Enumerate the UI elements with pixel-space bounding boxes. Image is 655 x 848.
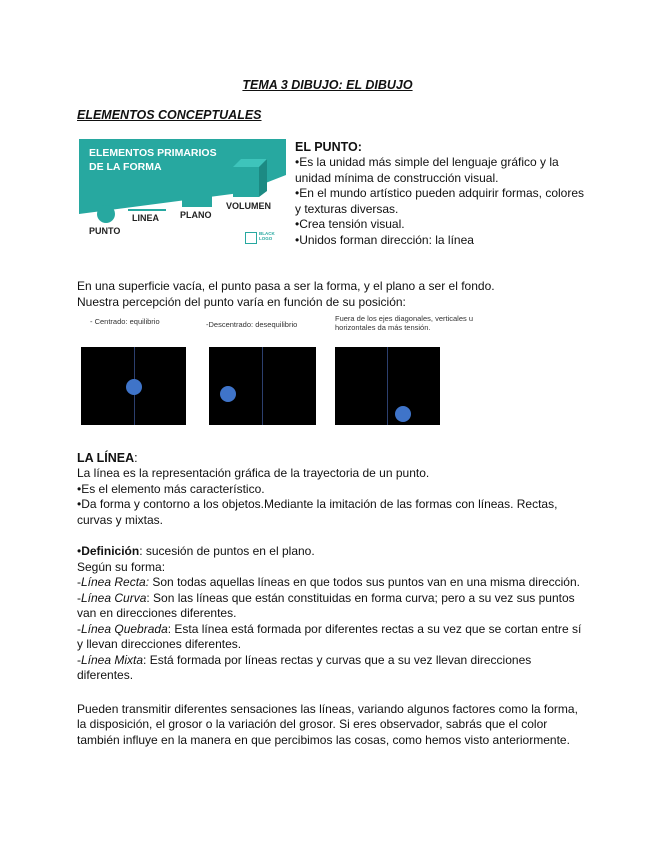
elementos-primarios-banner bbox=[79, 139, 286, 250]
closing-line-2: la disposición, el grosor o la variación del grosor. Si eres observador, sabrás que el color bbox=[77, 717, 548, 731]
logo-icon bbox=[245, 232, 257, 244]
punto-line-6: •Unidos forman dirección: la línea bbox=[295, 233, 474, 247]
point-dot bbox=[395, 406, 411, 422]
tipo-text: Son todas aquellas líneas en que todos sus puntos van en una misma dirección. bbox=[149, 575, 580, 589]
punto-line-5: •Crea tensión visual. bbox=[295, 217, 405, 231]
panel-axis bbox=[262, 347, 263, 425]
linea-shape bbox=[128, 209, 166, 211]
point-dot bbox=[220, 386, 236, 402]
panel-descentrado bbox=[209, 347, 316, 425]
linea-line-4: curvas y mixtas. bbox=[77, 513, 164, 527]
linea-line-2: •Es el elemento más característico. bbox=[77, 482, 265, 496]
tipo-text: : Esta línea está formada por diferentes rectas a su vez que se cortan entre sí bbox=[167, 622, 582, 636]
linea-heading bbox=[77, 451, 138, 467]
tipo-quebrada bbox=[77, 622, 581, 638]
tipo-prefix: - bbox=[77, 591, 81, 605]
perception-line-1: En una superficie vacía, el punto pasa a ser la forma, y el plano a ser el fondo. bbox=[77, 279, 495, 293]
volumen-shape bbox=[229, 157, 269, 197]
tipo-prefix: - bbox=[77, 653, 81, 667]
banner-label-punto: PUNTO bbox=[89, 226, 121, 236]
segun-line: Según su forma: bbox=[77, 560, 166, 574]
banner-title-line2: DE LA FORMA bbox=[89, 161, 162, 173]
panel-axis bbox=[387, 347, 388, 425]
page-title: TEMA 3 DIBUJO: EL DIBUJO bbox=[242, 78, 413, 92]
panel-centrado bbox=[81, 347, 186, 425]
punto-line-4: y texturas diversas. bbox=[295, 202, 399, 216]
banner-label-linea: LINEA bbox=[132, 213, 159, 223]
linea-line-3: •Da forma y contorno a los objetos.Mediante la imitación de las formas con líneas. Rectas, bbox=[77, 497, 558, 511]
logo-line2: LOGO bbox=[259, 236, 273, 241]
punto-line-1: •Es la unidad más simple del lenguaje gráfico y la bbox=[295, 155, 559, 169]
punto-line-2: unidad mínima de construcción visual. bbox=[295, 171, 499, 185]
panel-caption-fuera-line1: Fuera de los ejes diagonales, verticales u bbox=[335, 314, 473, 323]
tipo-name: Línea Quebrada bbox=[81, 622, 168, 636]
linea-heading-text: LA LÍNEA bbox=[77, 451, 135, 465]
panel-caption-descentrado: -Descentrado: desequilibrio bbox=[206, 320, 298, 329]
tipo-text: : Son las líneas que están constituidas en forma curva; pero a su vez sus puntos bbox=[146, 591, 575, 605]
tipo-name: Línea Mixta bbox=[81, 653, 144, 667]
linea-line-1: La línea es la representación gráfica de la trayectoria de un punto. bbox=[77, 466, 430, 480]
banner-label-plano: PLANO bbox=[180, 210, 212, 220]
point-dot bbox=[126, 379, 142, 395]
tipo-recta bbox=[77, 575, 580, 591]
closing-line-1: Pueden transmitir diferentes sensaciones las líneas, variando algunos factores como la forma, bbox=[77, 702, 578, 716]
tipo-prefix: - bbox=[77, 622, 81, 636]
tipo-mixta-cont: diferentes. bbox=[77, 668, 134, 682]
tipo-text: : Está formada por líneas rectas y curvas que a su vez llevan direcciones bbox=[143, 653, 532, 667]
tipo-curva bbox=[77, 591, 575, 607]
punto-heading: EL PUNTO: bbox=[295, 140, 362, 154]
banner-title-line1: ELEMENTOS PRIMARIOS bbox=[89, 147, 217, 159]
panel-tension bbox=[335, 347, 440, 425]
tipo-prefix: - bbox=[77, 575, 81, 589]
definicion-term: Definición bbox=[81, 544, 140, 558]
tipo-name: Línea Recta: bbox=[81, 575, 150, 589]
perception-line-2: Nuestra percepción del punto varía en función de su posición: bbox=[77, 295, 406, 309]
banner-logo bbox=[259, 231, 275, 241]
tipo-mixta bbox=[77, 653, 531, 669]
tipo-curva-cont: van en direcciones diferentes. bbox=[77, 606, 237, 620]
definicion-text: : sucesión de puntos en el plano. bbox=[139, 544, 315, 558]
punto-line-3: •En el mundo artístico pueden adquirir formas, colores bbox=[295, 186, 585, 200]
panel-caption-centrado: - Centrado: equilibrio bbox=[90, 317, 160, 326]
closing-line-3: también influye en la manera en que percibimos las cosas, como hemos visto anteriormente. bbox=[77, 733, 570, 747]
tipo-quebrada-cont: y llevan direcciones diferentes. bbox=[77, 637, 242, 651]
tipo-name: Línea Curva bbox=[81, 591, 147, 605]
punto-shape bbox=[97, 205, 115, 223]
definicion-line bbox=[77, 544, 315, 560]
logo-line1: BLACK bbox=[259, 231, 275, 236]
plano-shape bbox=[182, 179, 212, 207]
linea-heading-colon: : bbox=[134, 451, 138, 465]
panel-caption-fuera-line2: horizontales da más tensión. bbox=[335, 323, 431, 332]
section-title: ELEMENTOS CONCEPTUALES bbox=[77, 108, 262, 122]
definicion-bullet: • bbox=[77, 544, 82, 558]
banner-label-volumen: VOLUMEN bbox=[226, 201, 271, 211]
